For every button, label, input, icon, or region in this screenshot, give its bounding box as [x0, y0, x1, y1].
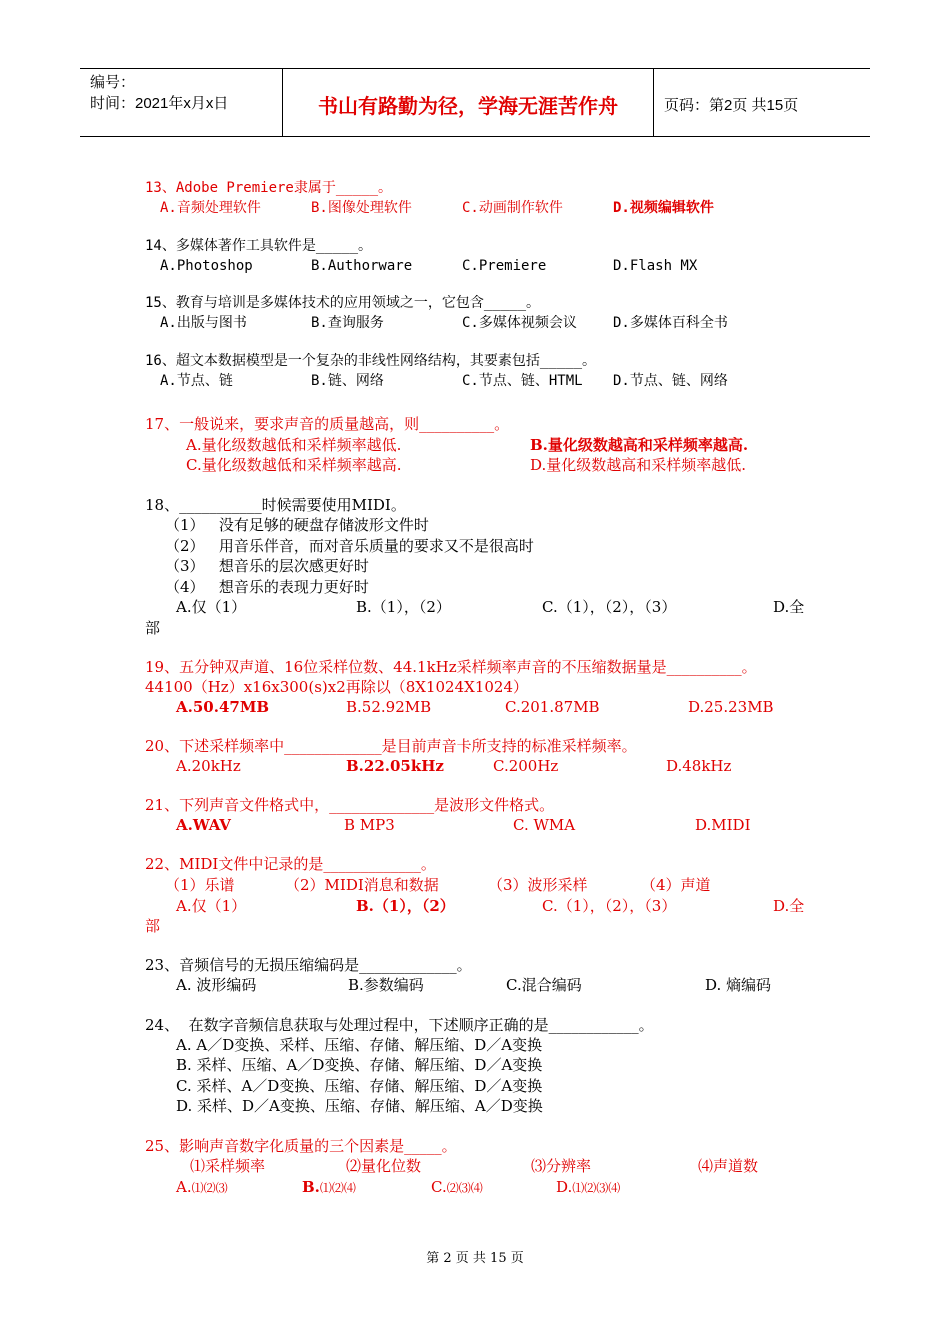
q18-item-4: （4） 想音乐的表现力更好时 — [165, 578, 369, 596]
q18-stem: 18、___________时候需要使用MIDI。 — [145, 496, 406, 514]
page-header — [80, 68, 870, 137]
q25-option-b-label: B. — [302, 1178, 320, 1196]
q18-option-b: B.（1），（2） — [356, 598, 451, 616]
page-footer: 第 2 页 共 15 页 — [426, 1251, 524, 1266]
q18-item-1: （1） 没有足够的硬盘存储波形文件时 — [165, 516, 429, 534]
q14-option-a: A.Photoshop — [160, 258, 253, 274]
q20-stem: 20、下述采样频率中_____________是目前声音卡所支持的标准采样频率。 — [145, 737, 637, 755]
q14-option-b: B.Authorware — [311, 258, 413, 274]
q22-option-a: A.仅（1） — [176, 897, 247, 915]
q23-option-c: C.混合编码 — [506, 976, 582, 994]
q18-option-d-cont: 部 — [145, 619, 161, 637]
q18-option-d: D.全 — [773, 598, 805, 616]
q24-option-b: B. 采样、压缩、A／D变换、存储、解压缩、D／A变换 — [176, 1056, 543, 1074]
q20-option-d: D.48kHz — [666, 757, 732, 775]
q21-option-c: C. WMA — [513, 816, 576, 834]
q15-option-d: D.多媒体百科全书 — [613, 315, 728, 331]
q22-item-1: （1）乐谱 — [165, 876, 235, 894]
q25-option-d-label: D. — [556, 1178, 573, 1196]
q23-option-d: D. 熵编码 — [705, 976, 772, 994]
q25-option-b — [302, 1177, 356, 1198]
q22-option-b: B.（1），（2） — [356, 897, 455, 915]
q17-stem: 17、一般说来，要求声音的质量越高，则__________。 — [145, 415, 510, 433]
q21-option-b: B MP3 — [344, 816, 395, 834]
q19-stem: 19、五分钟双声道、16位采样位数、44.1kHz采样频率声音的不压缩数据量是__________。 — [145, 658, 757, 676]
q25-option-a — [176, 1177, 228, 1198]
q23-stem: 23、音频信号的无损压缩编码是_____________。 — [145, 956, 472, 974]
q17-option-b: B.量化级数越高和采样频率越高. — [530, 436, 749, 454]
header-page-info: 页码：第2页 共15页 — [664, 97, 799, 114]
q13-option-d: D.视频编辑软件 — [613, 200, 714, 216]
q15-stem: 15、教育与培训是多媒体技术的应用领域之一，它包含_____。 — [145, 295, 540, 311]
q24-option-d: D. 采样、D／A变换、压缩、存储、解压缩、A／D变换 — [176, 1097, 543, 1115]
q21-option-d: D.MIDI — [695, 816, 751, 834]
q22-item-2: （2）MIDI消息和数据 — [285, 876, 439, 894]
q19-option-a: A.50.47MB — [176, 698, 270, 716]
q16-option-a: A.节点、链 — [160, 373, 233, 389]
q19-option-c: C.201.87MB — [505, 698, 600, 716]
doc-time-label: 时间：2021年x月x日 — [90, 95, 229, 112]
q19-note: 44100（Hz）x16x300(s)x2再除以（8X1024X1024） — [145, 678, 528, 696]
q20-option-a: A.20kHz — [176, 757, 241, 775]
q25-option-d — [556, 1177, 620, 1198]
q25-option-c-label: C. — [431, 1178, 447, 1196]
q17-option-a: A.量化级数越低和采样频率越低. — [186, 436, 402, 454]
q15-option-c: C.多媒体视频会议 — [462, 315, 577, 331]
q24-option-a: A. A／D变换、采样、压缩、存储、解压缩、D／A变换 — [176, 1036, 543, 1054]
q15-option-b: B.查询服务 — [311, 315, 384, 331]
q13-option-a: A.音频处理软件 — [160, 200, 261, 216]
q25-item-2: ⑵量化位数 — [346, 1157, 422, 1175]
q16-option-d: D.节点、链、网络 — [613, 373, 728, 389]
q17-option-d: D.量化级数越高和采样频率越低. — [530, 456, 747, 474]
q22-option-d: D.全 — [773, 897, 805, 915]
q25-option-a-label: A. — [176, 1178, 192, 1196]
q14-option-d: D.Flash MX — [613, 258, 698, 274]
q22-option-c: C.（1），（2），（3） — [542, 897, 677, 915]
q22-item-3: （3）波形采样 — [488, 876, 588, 894]
header-motto: 书山有路勤为径，学海无涯苦作舟 — [318, 96, 618, 118]
q16-option-c: C.节点、链、HTML — [462, 373, 583, 389]
q13-stem: 13、Adobe Premiere隶属于_____。 — [145, 180, 393, 196]
q25-option-c — [431, 1177, 483, 1198]
q18-item-3: （3） 想音乐的层次感更好时 — [165, 557, 369, 575]
q24-stem: 24、 在数字音频信息获取与处理过程中，下述顺序正确的是____________。 — [145, 1016, 654, 1034]
q25-item-1: ⑴采样频率 — [190, 1157, 266, 1175]
q25-option-d-value: ⑴⑵⑶⑷ — [572, 1181, 621, 1195]
q25-option-a-value: ⑴⑵⑶ — [191, 1181, 228, 1195]
doc-number-label: 编号： — [90, 74, 136, 91]
header-motto-cell — [282, 69, 654, 136]
q23-option-a: A. 波形编码 — [176, 976, 257, 994]
q19-option-d: D.25.23MB — [688, 698, 774, 716]
q21-option-a: A.WAV — [176, 816, 231, 834]
q18-option-c: C.（1），（2），（3） — [542, 598, 677, 616]
header-page-cell — [654, 69, 870, 136]
q16-option-b: B.链、网络 — [311, 373, 384, 389]
q22-option-d-cont: 部 — [145, 917, 161, 935]
q21-stem: 21、下列声音文件格式中，______________是波形文件格式。 — [145, 796, 555, 814]
q13-option-b: B.图像处理软件 — [311, 200, 412, 216]
q13-option-c: C.动画制作软件 — [462, 200, 563, 216]
q14-stem: 14、多媒体著作工具软件是_____。 — [145, 238, 373, 254]
q20-option-c: C.200Hz — [493, 757, 559, 775]
q14-option-c: C.Premiere — [462, 258, 547, 274]
q25-stem: 25、影响声音数字化质量的三个因素是_____。 — [145, 1137, 457, 1155]
q23-option-b: B.参数编码 — [348, 976, 424, 994]
q22-stem: 22、MIDI文件中记录的是_____________。 — [145, 855, 436, 873]
q18-item-2: （2） 用音乐伴音，而对音乐质量的要求又不是很高时 — [165, 537, 534, 555]
q25-item-4: ⑷声道数 — [698, 1157, 759, 1175]
q20-option-b: B.22.05kHz — [346, 757, 444, 775]
q24-option-c: C. 采样、A／D变换、压缩、存储、解压缩、D／A变换 — [176, 1077, 543, 1095]
q17-option-c: C.量化级数越低和采样频率越高. — [186, 456, 402, 474]
q25-option-c-value: ⑵⑶⑷ — [446, 1181, 483, 1195]
q15-option-a: A.出版与图书 — [160, 315, 247, 331]
q25-item-3: ⑶分辨率 — [531, 1157, 592, 1175]
q19-option-b: B.52.92MB — [346, 698, 432, 716]
q18-option-a: A.仅（1） — [176, 598, 247, 616]
header-left-cell — [80, 69, 282, 136]
q25-option-b-value: ⑴⑵⑷ — [319, 1181, 356, 1195]
q22-item-4: （4）声道 — [641, 876, 711, 894]
q16-stem: 16、超文本数据模型是一个复杂的非线性网络结构，其要素包括_____。 — [145, 353, 596, 369]
